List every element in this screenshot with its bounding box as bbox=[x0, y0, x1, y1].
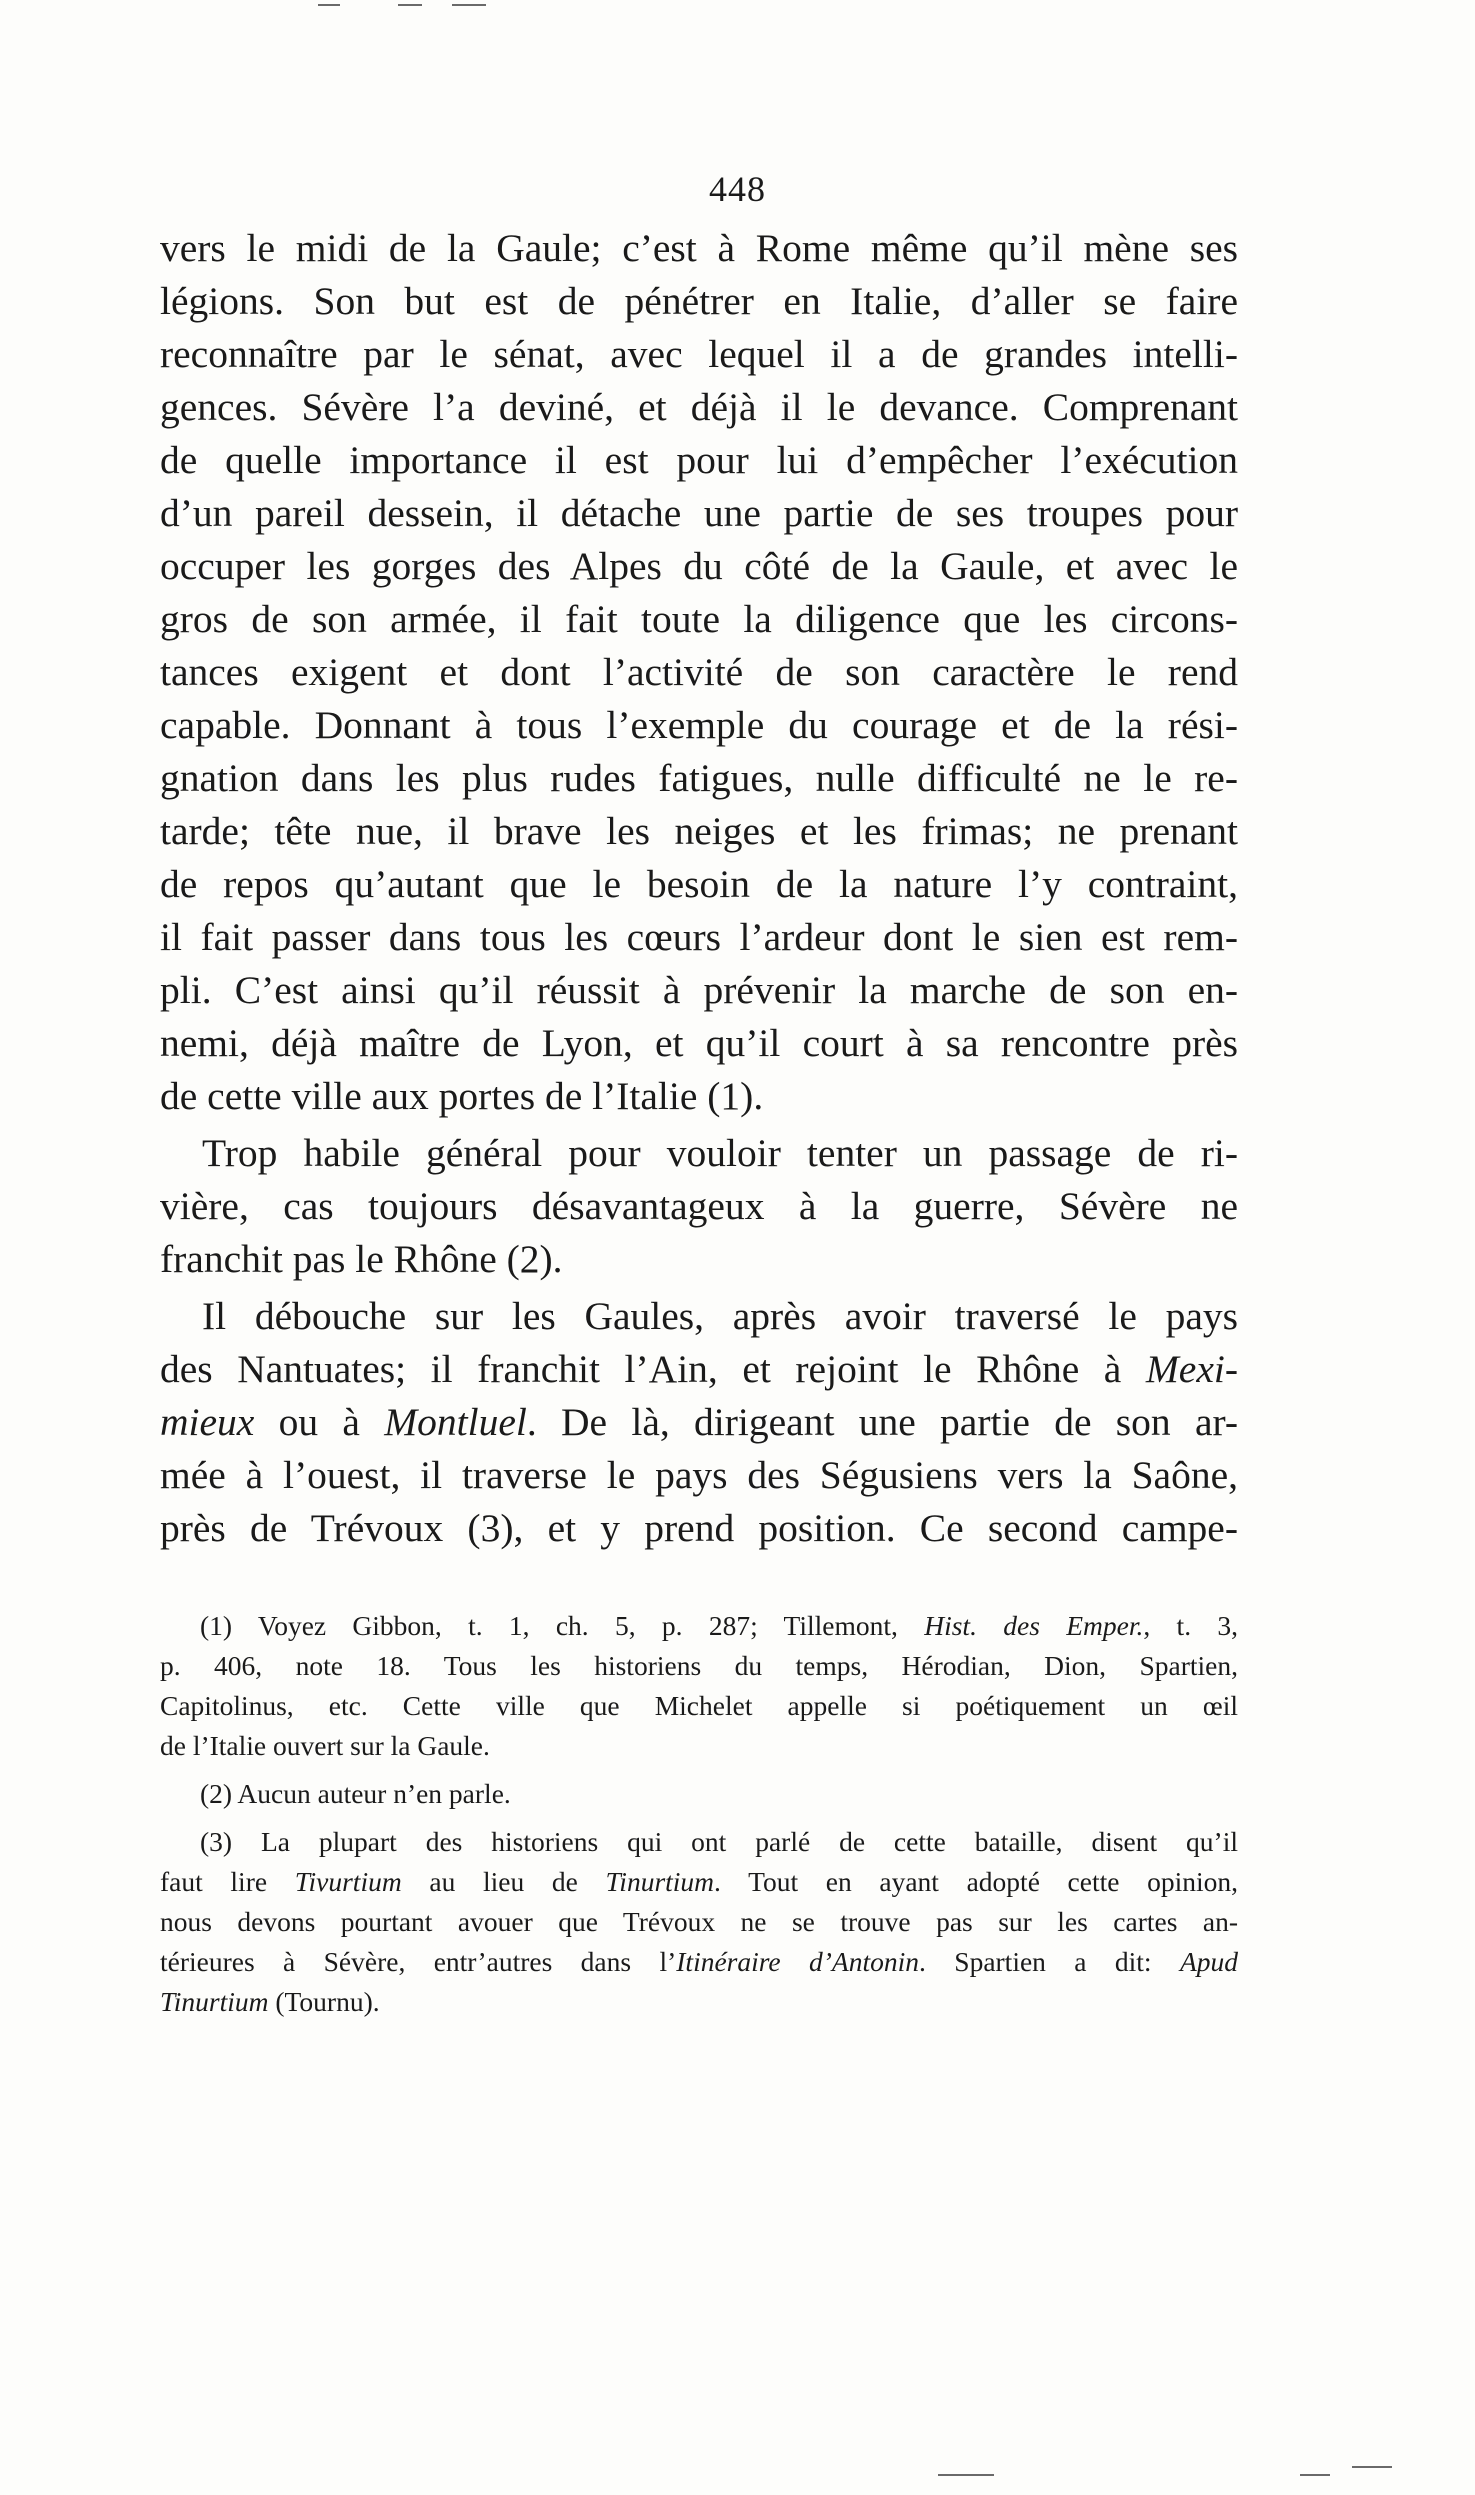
body-line: nemi, déjà maître de Lyon, et qu’il court à sa rencontre près bbox=[160, 1021, 1238, 1065]
footnote-text: au lieu de bbox=[429, 1866, 578, 1897]
footnote-1-line: de l’Italie ouvert sur la Gaule. bbox=[160, 1730, 490, 1761]
main-text bbox=[160, 222, 1238, 1555]
page-number: 448 bbox=[709, 169, 766, 209]
body-line: de cette ville aux portes de l’Italie (1). bbox=[160, 1074, 764, 1118]
footnote-1-line bbox=[160, 1606, 1238, 1646]
body-line: il fait passer dans tous les cœurs l’ardeur dont le sien est rem- bbox=[160, 915, 1238, 959]
scan-mark-top-2 bbox=[398, 4, 422, 6]
body-line: occuper les gorges des Alpes du côté de la Gaule, et avec le bbox=[160, 544, 1238, 588]
footnote-1-line: p. 406, note 18. Tous les historiens du temps, Hérodian, Dion, Spartien, bbox=[160, 1650, 1238, 1681]
footnote-3-line bbox=[160, 1982, 1238, 2022]
footnote-3-line bbox=[160, 1862, 1238, 1902]
body-line: d’un pareil dessein, il détache une partie de ses troupes pour bbox=[160, 491, 1238, 535]
body-line-with-italic bbox=[160, 1396, 1238, 1449]
body-line: légions. Son but est de pénétrer en Italie, d’aller se faire bbox=[160, 279, 1238, 323]
footnote-italic: Apud bbox=[1179, 1946, 1238, 1977]
body-line: gnation dans les plus rudes fatigues, nulle difficulté ne le re- bbox=[160, 756, 1238, 800]
place-name-italic: Montluel bbox=[384, 1400, 527, 1444]
footnote-text: . Tout en ayant adopté cette opinion, bbox=[714, 1866, 1239, 1897]
body-line: tances exigent et dont l’activité de son caractère le rend bbox=[160, 650, 1238, 694]
body-line: tarde; tête nue, il brave les neiges et les frimas; ne prenant bbox=[160, 809, 1238, 853]
footnote-2-line: (2) Aucun auteur n’en parle. bbox=[200, 1778, 511, 1809]
body-line: gros de son armée, il fait toute la diligence que les circons- bbox=[160, 597, 1238, 641]
scan-mark-top-3 bbox=[452, 4, 486, 6]
body-line: près de Trévoux (3), et y prend position. Ce second campe- bbox=[160, 1506, 1238, 1550]
body-text: ou à bbox=[278, 1400, 360, 1444]
body-line: franchit pas le Rhône (2). bbox=[160, 1237, 563, 1281]
body-line: vière, cas toujours désavantageux à la guerre, Sévère ne bbox=[160, 1184, 1238, 1228]
footnote-italic: Tivurtium bbox=[294, 1866, 402, 1897]
body-line: pli. C’est ainsi qu’il réussit à prévenir la marche de son en- bbox=[160, 968, 1238, 1012]
footnote-text: . Spartien a dit: bbox=[919, 1946, 1152, 1977]
body-line: vers le midi de la Gaule; c’est à Rome même qu’il mène ses bbox=[160, 226, 1238, 270]
footnote-text: térieures à Sévère, entr’autres dans l’ bbox=[160, 1946, 677, 1977]
footnote-text: faut lire bbox=[160, 1866, 268, 1897]
footnote-3-line bbox=[160, 1942, 1238, 1982]
footnote-italic: Tinurtium bbox=[160, 1986, 269, 2017]
body-line-with-italic bbox=[160, 1343, 1238, 1396]
footnotes bbox=[160, 1606, 1238, 2022]
body-line: Il débouche sur les Gaules, après avoir traversé le pays bbox=[202, 1294, 1238, 1338]
footnote-3-line: nous devons pourtant avouer que Trévoux ne se trouve pas sur les cartes an- bbox=[160, 1906, 1238, 1937]
body-line: de repos qu’autant que le besoin de la nature l’y contraint, bbox=[160, 862, 1238, 906]
footnote-italic: Itinéraire d’Antonin bbox=[676, 1946, 920, 1977]
body-text: des Nantuates; il franchit l’Ain, et rejoint le Rhône à bbox=[160, 1347, 1122, 1391]
footnote-1-line: Capitolinus, etc. Cette ville que Michelet appelle si poétiquement un œil bbox=[160, 1690, 1238, 1721]
scan-mark-bottom-2 bbox=[1300, 2474, 1330, 2476]
footnote-text: (1) Voyez Gibbon, t. 1, ch. 5, p. 287; Tillemont, bbox=[200, 1610, 898, 1641]
footnote-text: (Tournu). bbox=[275, 1986, 380, 2017]
body-text: . De là, dirigeant une partie de son ar- bbox=[526, 1400, 1239, 1444]
place-name-italic: mieux bbox=[160, 1400, 255, 1444]
body-line: reconnaître par le sénat, avec lequel il a de grandes intelli- bbox=[160, 332, 1238, 376]
place-name-italic: Mexi- bbox=[1145, 1347, 1239, 1391]
scan-mark-top-1 bbox=[318, 4, 340, 6]
body-line: capable. Donnant à tous l’exemple du courage et de la rési- bbox=[160, 703, 1238, 747]
scan-mark-bottom-1 bbox=[938, 2474, 994, 2476]
body-line: gences. Sévère l’a deviné, et déjà il le devance. Comprenant bbox=[160, 385, 1238, 429]
footnote-text: , t. 3, bbox=[1143, 1610, 1239, 1641]
body-line: de quelle importance il est pour lui d’empêcher l’exécution bbox=[160, 438, 1238, 482]
footnote-italic: Hist. des Emper. bbox=[924, 1610, 1144, 1641]
body-line: Trop habile général pour vouloir tenter un passage de ri- bbox=[202, 1131, 1238, 1175]
scan-mark-bottom-3 bbox=[1352, 2466, 1392, 2468]
body-line: mée à l’ouest, il traverse le pays des Ségusiens vers la Saône, bbox=[160, 1453, 1238, 1497]
footnote-italic: Tinurtium bbox=[605, 1866, 715, 1897]
footnote-3-line: (3) La plupart des historiens qui ont parlé de cette bataille, disent qu’il bbox=[200, 1826, 1238, 1857]
